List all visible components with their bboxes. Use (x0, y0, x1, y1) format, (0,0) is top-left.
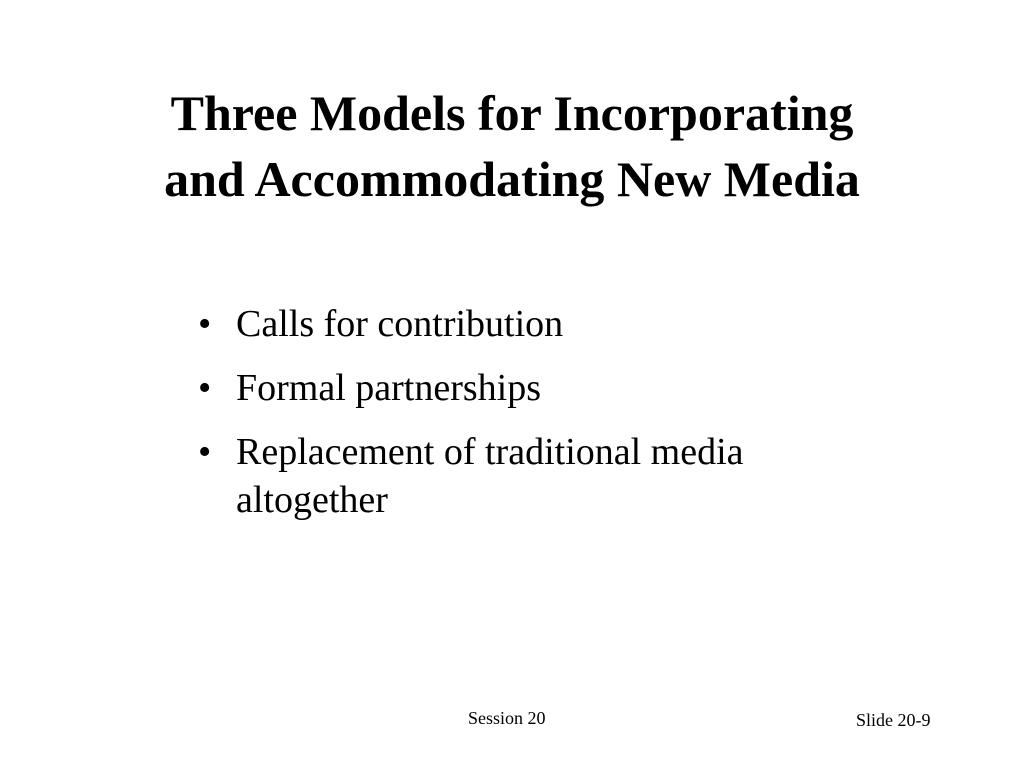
bullet-marker: • (198, 303, 212, 345)
bullet-list (198, 300, 898, 540)
bullet-marker: • (198, 367, 212, 409)
bullet-item (198, 300, 898, 348)
bullet-item (198, 428, 876, 524)
bullet-marker: • (198, 431, 212, 473)
bullet-text: Calls for contribution (236, 303, 564, 345)
footer-slide-number: Slide 20-9 (856, 710, 931, 730)
footer-session-label: Session 20 (468, 708, 546, 728)
slide-title-line-2: and Accommodating New Media (164, 151, 860, 207)
bullet-text: Replacement of traditional media altogether (236, 431, 744, 521)
bullet-item (198, 364, 898, 412)
slide-title-line-1: Three Models for Incorporating (170, 85, 854, 141)
slide-title (0, 80, 1024, 212)
bullet-text: Formal partnerships (236, 367, 542, 409)
